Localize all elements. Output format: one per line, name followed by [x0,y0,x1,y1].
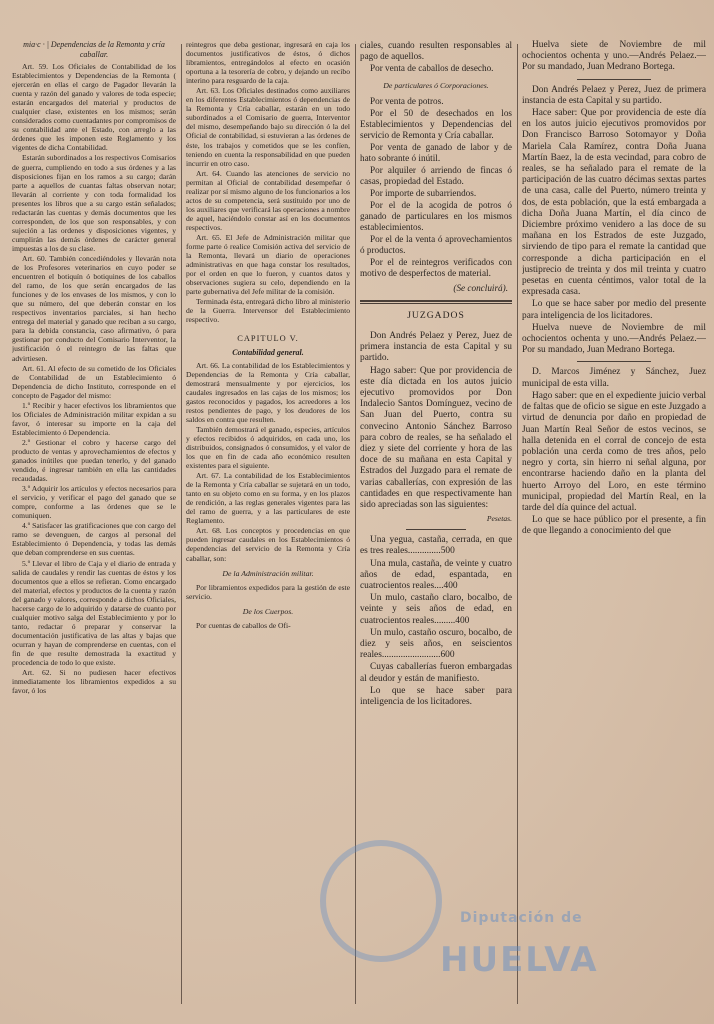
paragraph: Por venta de ganado de labor y de hato sobrante ó inútil. [360,142,512,163]
paragraph: 2.º Gestionar el cobro y hacerse cargo del producto de ventas y aprovechamientos de efectos y ganados inútiles que puedan tenerlo, y del ganado vendido, é ingresar también en ella las cantidades recaudadas. [12,437,176,484]
watermark-small-text: Diputación de [460,910,583,926]
paragraph: Hace saber: Que por providencia de este día en los autos juicio ejecutivos promovidos por Don Francisco Barroso Sotomayor y Doña Mariela Cala Ramírez, contra Doña Juana Martín Baez, la de esta vecindad, para cobro de reales, se ha señalado para el remate de la participación de las cuatro décimas sextas partes de una casa, calle del Puerto, número treinta y dos, de esta población, que la está embargada a dicha Doña Juana Martín, el día cinco de Diciembre próximo venidero a las doce de su mañana en los Estrados de este Juzgado, sirviendo de tipo para el remate la cantidad que corresponde a dicha participación en el justiprecio de treinta y dos mil treinta y cuatro pesetas en cuenta céntimos, valor total de la expresada casa. [522,108,706,298]
paragraph: También demostrará el ganado, especies, artículos y efectos recibidos ó adquiridos, en cada uno, los distribuidos, consignados ó consumidos, y el valor de los que en fin de cada año económico resulten existentes para el siguiente. [186,424,350,471]
paragraph: Por venta de potros. [370,96,444,106]
paragraph: Lo que se hace público por el presente, a fin de que llegando a conocimiento del que [522,515,706,537]
column-3 [360,40,512,1015]
subheading: De la Administración militar. [222,568,314,578]
paragraph: 1.º Recibir y hacer efectivos los libramientos que los Oficiales de Administración militar expidan a su favor, ó interesar su importe en la caja del Establecimiento ó Dependencia. [12,400,176,437]
to-be-concluded-note: (Se concluirá). [453,283,508,293]
paragraph: Por el de la acogida de potros ó ganado de particulares en los mismos establecimientos. [360,200,512,232]
column-1 [12,40,176,1015]
paragraph: Don Andrés Pelaez y Perez, Juez de primera instancia de esta Capital y su partido. [522,84,706,106]
column-divider [517,44,518,1004]
short-rule [577,361,651,362]
paragraph: Terminada ésta, entregará dicho libro al ministerio de la Guerra. Intervensor del Establecimiento respectivo. [186,297,350,325]
list-item: Una yegua, castaña, cerrada, en que es tres reales..............500 [360,535,512,557]
short-rule [577,79,651,80]
column-divider [355,44,356,1004]
paragraph: Por venta de caballos de desecho. [370,63,494,73]
paragraph: 3.º Adquirir los artículos y efectos necesarios para el servicio, y verificar el pago del ganado que se compre, conforme a las órdenes que se le comuniquen. [12,484,176,521]
paragraph: Art. 60. También concediéndoles y llevarán nota de los Profesores veterinarios en cuyo poder se encuentren el botiquín ó botiquines de los caballos del ramo, de los que serán encargados de las funciones y de los envases de los mismos, y con lo que su número, del que deberán constar en los respectivos inventarios parciales, si han hecho entrega del material y ganado que reciban a su cargo, para la debida constancia, caso afirmativo, ó para gestionar por conducto del Comisario Interventor, la justificación ó el reintegro de las faltas que advirtiesen. [12,253,176,363]
paragraph: Huelva nueve de Noviembre de mil ochocientos ochenta y uno.—Andrés Pelaez.—Por su mandado, Juan Medrano Bortega. [522,322,706,356]
paragraph: Por libramientos expedidos para la gestión de este servicio. [186,582,350,601]
short-rule [406,529,467,530]
paragraph: Estarán subordinados a los respectivos Comisarios de guerra, cumpliendo en todo a sus órdenes y a las disposiciones fijan en los ramos a su cargo; darán parte a aquellos de cuantas faltas observan notar; llevarán al corriente y con toda formalidad los presentes los libros que a su cargo están señalados; redactarán las cuentas y demás documentos que les corresponden, de los que son responsables, y con sujeción a las ordenes y disposiciones vigentes, y cumplirán las demás órdenes de carácter general impuestas a los de su clase. [12,153,176,253]
section-rule [360,300,512,304]
paragraph: ciales, cuando resulten responsables al pago de aquellos. [360,40,512,61]
column-divider [181,44,182,1004]
paragraph: Por importe de subarriendos. [370,188,477,198]
watermark-text: HUELVA [440,940,599,980]
subheading: De particulares ó Corporaciones. [383,81,489,90]
column-2 [186,40,350,1015]
chapter-title: CAPITULO V. [237,334,299,344]
paragraph: D. Marcos Jiménez y Sánchez, Juez municipal de esta villa. [522,367,706,389]
paragraph: 5.º Llevar el libro de Caja y el diario de entrada y salida de caudales y rendir las cuentas de éstos y los documentos que a ellos se refieran. Como encargado del material, efectos y productos de la cuenta y razón del ganado y valores, corresponde a dichos Oficiales, hacerse cargo de lo adquirido y datarse de cuanto por cualquier motivo salga del Establecimiento y por lo tanto, redactar ó preparar y conservar la documentación justificativa de las altas y bajas que ocurran y hayan de comprenderse en cuentas, con el fin de que resulte demostrada la exactitud y procedencia de todo lo que existe. [12,558,176,668]
list-item: Un mulo, castaño claro, bocalbo, de veinte y seis años de edad, en cuatrocientos reales.........400 [360,593,512,626]
list-item: Una mula, castaña, de veinte y cuatro años de edad, espantada, en cuatrocientos reales....400 [360,558,512,592]
paragraph: Hago saber: que en el expediente juicio verbal de faltas que de oficio se sigue en este Juzgado a virtud de denuncia por daño en propiedad de Juan Martín Real Señor de estos vecinos, se halla detenida en el corral de concejo de esta población una cerda como de tres años, pelo negro y corta, sin hierro ni señal alguna, por encontrarse haciendo daño en la planta del huerto Arroyo del Loro, en este término municipal, propiedad del Martín Real, en la tarde del día quince del actual. [522,390,706,513]
paragraph: Por alquiler ó arriendo de fincas ó casas, propiedad del Estado. [360,165,512,186]
paragraph: Huelva siete de Noviembre de mil ochocientos ochenta y uno.—Andrés Pelaez.—Por su mandado, Juan Medrano Bortega. [522,40,706,73]
paragraph: Por cuentas de caballos de Ofi- [196,620,291,630]
paragraph: Cuyas caballerías fueron embargadas al deudor y están de manifiesto. [360,662,512,684]
subheading: De los Cuerpos. [242,606,294,616]
juzgados-heading: JUZGADOS [407,310,465,321]
paragraph: Hago saber: Que por providencia de este día dictada en los autos juicio ejecutivo promovidos por Don Indalecio Santos Domínguez, vecino de San Juan del Puerto, contra su convecino Antonio Sánchez Barroso para cobro de reales, se ha señalado el diez y siete del corriente y hora de las doce de su mañana en esta Capital y Estrados del Juzgado para el remate de varias caballerías, con expresión de las cantidades en que respectivamente han sido apreciadas son las siguientes: [360,365,512,511]
paragraph: Art. 65. El Jefe de Administración militar que forme parte ó realice Comisión activa del servicio de la Remonta, llevará un diario de operaciones administrativas en que haga constar los resultados, por el orden en que lo fueron, y cuantos datos y observaciones sugiera su celo, dependiendo en la parte gubernativa del Jefe militar de la comisión. [186,232,350,297]
paragraph: Por el de reintegros verificados con motivo de desperfectos de material. [360,257,512,278]
paragraph: Lo que se hace saber para inteligencia de los licitadores. [360,685,512,708]
paragraph: Por el 50 de desechados en los Establecimientos y Dependencias del servicio de Remonta y Cría caballar. [360,108,512,140]
pesetas-label: Pesetas. [486,514,512,524]
paragraph: Art. 66. La contabilidad de los Establecimientos y Dependencias de la Remonta y Cría caballar, demostrará mensualmente y por ejercicios, los caudales ingresados en las cajas de los mismos; los gastos reconocidos y pagados, los acreedores a los restos pendientes de pago, y los deudores de los saldos en contra que resulten. [186,360,350,424]
section-title: Contabilidad general. [232,347,304,357]
paragraph: Don Andrés Pelaez y Perez, Juez de primera instancia de esta Capital y su partido. [360,331,512,364]
paragraph: Por el de la venta ó aprovechamientos ó productos. [360,234,512,255]
paragraph: Art. 61. Al efecto de su cometido de los Oficiales de Contabilidad de un Establecimiento ó Dependencia de dicho Instituto, corresponde en el concepto de Pagador del mismo: [12,363,176,400]
paragraph: reintegros que deba gestionar, ingresará en caja los documentos justificativos de éstos, ó dichos libramientos, entregándolos al efecto en ocasión oportuna a la tesorería de cobro, y dejando un recibo interino para resguardo de la caja. [186,40,350,86]
section-heading: mia·c · | Dependencias de la Remonta y cría caballar. [23,40,165,59]
paragraph: Art. 62. Si no pudiesen hacer efectivos inmediatamente los libramientos expedidos a su favor, ó los [12,668,176,696]
paragraph: Lo que se hace saber por medio del presente para inteligencia de los licitadores. [522,299,706,321]
paragraph: Art. 68. Los conceptos y procedencias en que pueden ingresar caudales en los Establecimientos ó dependencias del servicio de la Remonta y Cría caballar, son: [186,526,350,563]
paragraph: 4.º Satisfacer las gratificaciones que con cargo del ramo se devenguen, de cargos al personal del Establecimiento ó Dependencia, y todas las demás que deban comprenderse en sus cuentas. [12,521,176,558]
paragraph: Art. 67. La contabilidad de los Establecimientos de la Remonta y Cría caballar se sujetará en un todo, tanto en su objeto como en su forma, y en los plazos de rendición, a las reglas generales vigentes para las del ramo de guerra, y a las particulares de este Reglamento. [186,471,350,526]
list-item: Un mulo, castaño oscuro, bocalbo, de diez y seis años, en seiscientos reales.........................600 [360,627,512,661]
column-4 [522,40,706,1015]
paragraph: Art. 59. Los Oficiales de Contabilidad de los Establecimientos y Dependencias de la Remonta ( ejercerán en ellas el cargo de Pagador llevarán la cuenta y razón del ganado y valores de toda especie; estarán encargados del material y productos de cualquier clase, existentes en los mismos; serán considerados como cuentadantes por compromisos de su contabilidad ante el Estado, con arreglo a las órdenes que les imponen este Reglamento y los vigentes de dicha Contabilidad. [12,62,176,153]
paragraph: Art. 64. Cuando las atenciones de servicio no permitan al Oficial de contabilidad desempeñar ó realizar por sí mismo alguno de los funcionarios a los actos de su competencia, será sustituido por uno de los auxiliares que verificará las operaciones a nombre de aquel, haciéndolo constar así en los documentos respectivos. [186,168,350,232]
paragraph: Art. 63. Los Oficiales destinados como auxiliares en los diferentes Establecimientos ó dependencias de la Remonta y Cría caballar, estarán en un todo subordinados a el Comisario de guerra, Interventor del mismo, desempeñando bajo su dirección ó la del Oficial de contabilidad, si estuvieran a las órdenes de éste, los trabajos y cometidos que se les confíen, teniendo en cuenta la responsabilidad en que pueden incurrir en otro caso. [186,86,350,168]
